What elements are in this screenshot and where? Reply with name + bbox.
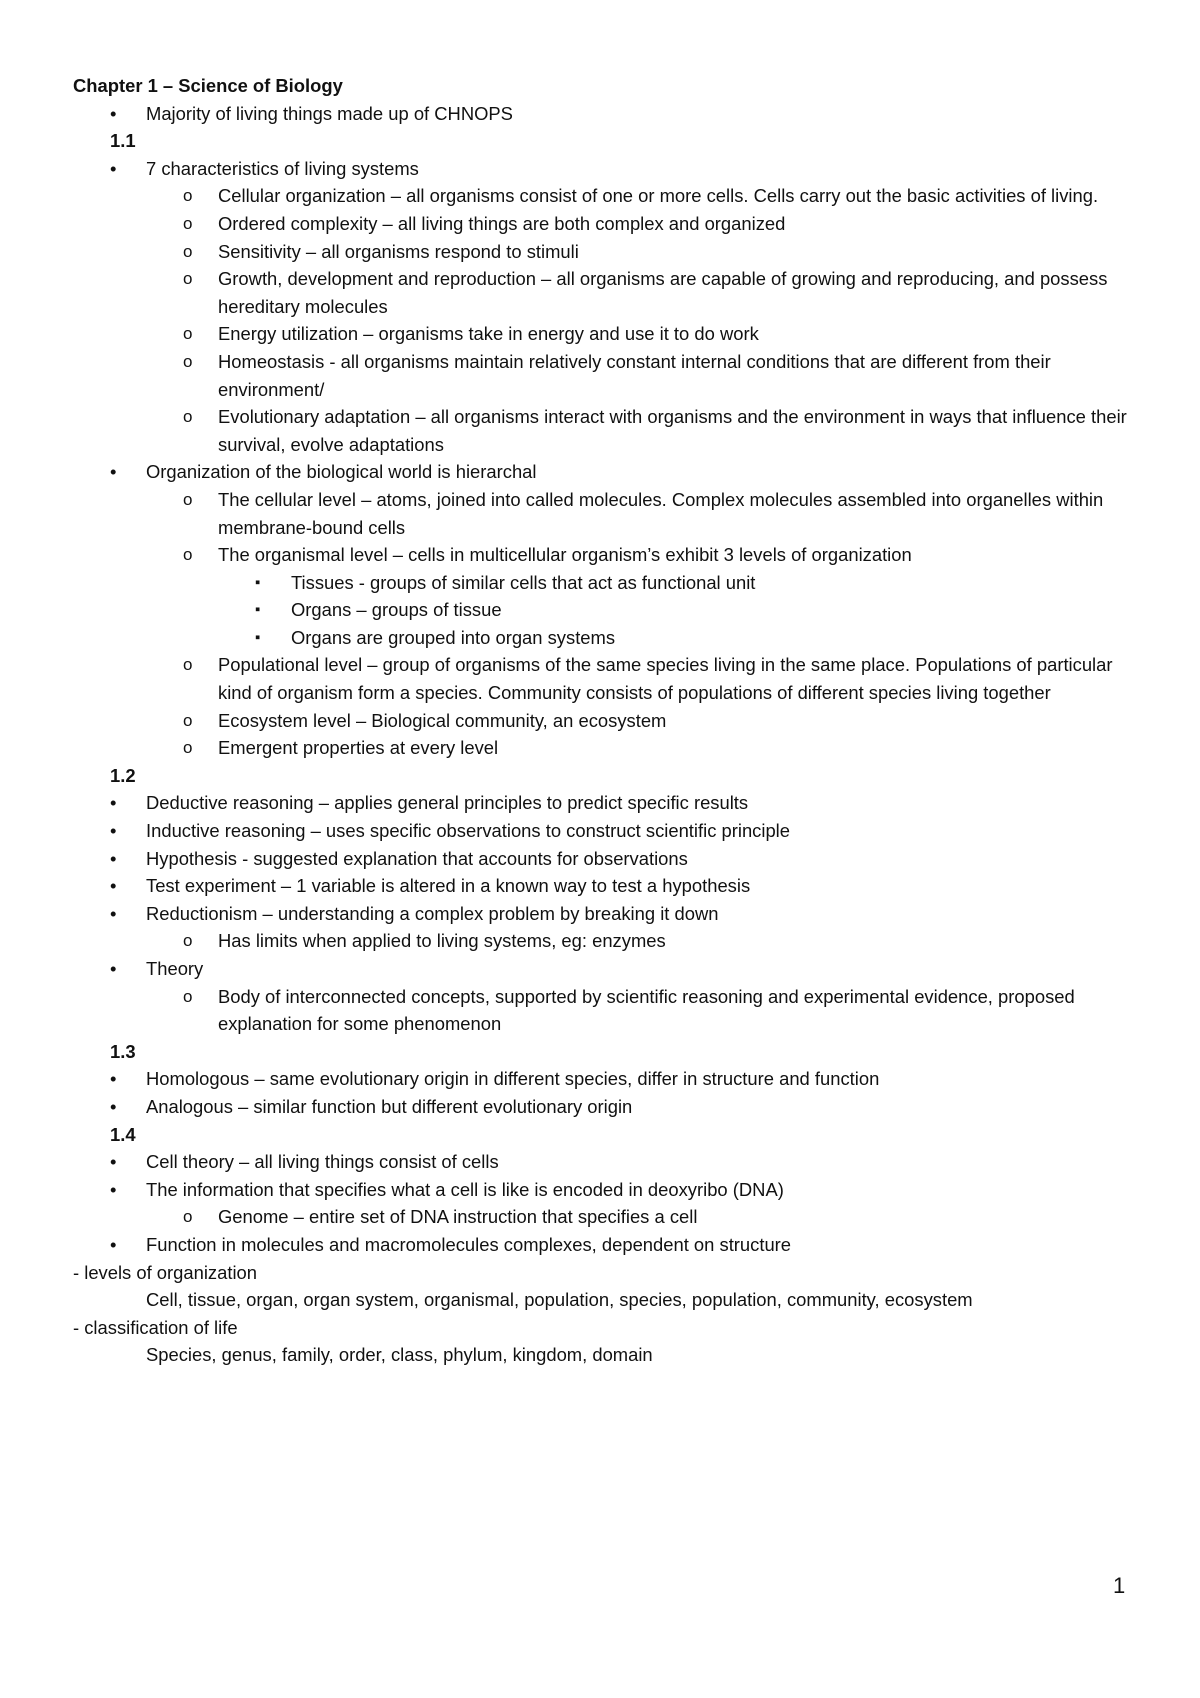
list-item-text: Homeostasis - all organisms maintain relatively constant internal conditions that are different from their environment/ — [218, 350, 1051, 400]
document-body — [73, 72, 1133, 1369]
list-item-text: Genome – entire set of DNA instruction that specifies a cell — [218, 1206, 698, 1228]
sub-list-item — [73, 1203, 1133, 1231]
sub-bullet-marker: o — [183, 324, 193, 344]
list-item-text: 7 characteristics of living systems — [146, 157, 419, 179]
bullet-marker: • — [110, 792, 117, 814]
list-item — [73, 100, 1133, 128]
list-item-text: The organismal level – cells in multicellular organism’s exhibit 3 levels of organization — [218, 544, 912, 566]
sub-bullet-marker: o — [183, 213, 193, 233]
list-item-text: Organization of the biological world is hierarchal — [146, 461, 537, 483]
sub-list-item — [73, 734, 1133, 762]
sub-list-item — [73, 541, 1133, 569]
bullet-marker: • — [110, 1095, 117, 1117]
list-item-text: Hypothesis - suggested explanation that accounts for observations — [146, 847, 688, 869]
bullet-marker: • — [110, 461, 117, 483]
sub-bullet-marker: o — [183, 186, 193, 206]
list-item — [73, 955, 1133, 983]
list-item-text: Ecosystem level – Biological community, an ecosystem — [218, 709, 667, 731]
sub-bullet-marker: o — [183, 986, 193, 1006]
list-item — [73, 789, 1133, 817]
sub-list-item — [73, 707, 1133, 735]
list-item — [73, 872, 1133, 900]
bullet-marker: • — [110, 820, 117, 842]
list-item-text: Analogous – similar function but different evolutionary origin — [146, 1095, 633, 1117]
list-item-text: Theory — [146, 958, 204, 979]
sub-bullet-marker: o — [183, 241, 193, 261]
list-item — [73, 1065, 1133, 1093]
sub-bullet-marker: o — [183, 710, 193, 730]
list-item-text: Deductive reasoning – applies general principles to predict specific results — [146, 792, 749, 814]
list-item-text: Emergent properties at every level — [218, 737, 499, 759]
sub-sub-list-item — [73, 624, 1133, 652]
bullet-marker: • — [110, 958, 117, 979]
section-number: 1.3 — [110, 1040, 136, 1062]
list-item-text: Inductive reasoning – uses specific observations to construct scientific principle — [146, 820, 790, 842]
list-item-text: Body of interconnected concepts, supported by scientific reasoning and experimental evidence, proposed explanation for some phenomenon — [218, 985, 1075, 1035]
sub-list-item — [73, 182, 1133, 210]
dash-note: - levels of organization — [73, 1261, 258, 1283]
section-number: 1.2 — [110, 764, 136, 786]
list-item-text: Cellular organization – all organisms consist of one or more cells. Cells carry out the basic activities of living. — [218, 185, 1099, 207]
sub-bullet-marker: o — [183, 489, 193, 509]
sub-bullet-marker: o — [183, 655, 193, 675]
list-item — [73, 845, 1133, 873]
bullet-marker: • — [110, 102, 117, 124]
list-item-text: Sensitivity – all organisms respond to stimuli — [218, 240, 579, 262]
section-number: 1.1 — [110, 130, 136, 152]
list-item-text: Organs – groups of tissue — [291, 599, 502, 621]
indented-text: Species, genus, family, order, class, phylum, kingdom, domain — [146, 1344, 653, 1366]
sub-sub-list-item — [73, 596, 1133, 624]
sub-list-item — [73, 486, 1133, 541]
list-item-text: Growth, development and reproduction – all organisms are capable of growing and reproducing, and possess hereditary molecules — [218, 268, 1108, 317]
list-item — [73, 155, 1133, 183]
bullet-marker: • — [110, 1068, 117, 1090]
bullet-marker: • — [110, 875, 117, 897]
list-item-text: Organs are grouped into organ systems — [291, 626, 616, 648]
list-item-text: Reductionism – understanding a complex problem by breaking it down — [146, 902, 719, 924]
bullet-marker: • — [110, 1233, 117, 1255]
section-number: 1.4 — [110, 1123, 136, 1145]
sub-list-item — [73, 238, 1133, 266]
list-item — [73, 1148, 1133, 1176]
list-item — [73, 458, 1133, 486]
list-item — [73, 1093, 1133, 1121]
square-bullet-marker: ▪ — [255, 601, 261, 619]
sub-bullet-marker: o — [183, 738, 193, 758]
sub-bullet-marker: o — [183, 545, 193, 565]
list-item — [73, 1176, 1133, 1204]
square-bullet-marker: ▪ — [255, 628, 261, 646]
sub-list-item — [73, 210, 1133, 238]
list-item-text: Test experiment – 1 variable is altered in a known way to test a hypothesis — [146, 875, 751, 897]
sub-bullet-marker: o — [183, 407, 193, 427]
list-item — [73, 817, 1133, 845]
list-item-text: Tissues - groups of similar cells that act as functional unit — [291, 571, 756, 593]
sub-bullet-marker: o — [183, 351, 193, 371]
sub-list-item — [73, 265, 1133, 320]
sub-bullet-marker: o — [183, 931, 193, 951]
list-item-text: Has limits when applied to living systems, eg: enzymes — [218, 930, 666, 952]
bullet-marker: • — [110, 847, 117, 869]
indented-text: Cell, tissue, organ, organ system, organismal, population, species, population, community, ecosystem — [146, 1289, 973, 1311]
chapter-heading: Chapter 1 – Science of Biology — [73, 75, 343, 96]
list-item-text: Energy utilization – organisms take in energy and use it to do work — [218, 323, 759, 345]
square-bullet-marker: ▪ — [255, 573, 261, 591]
sub-list-item — [73, 320, 1133, 348]
list-item — [73, 1231, 1133, 1259]
list-item-text: The information that specifies what a cell is like is encoded in deoxyribo (DNA) — [146, 1178, 784, 1200]
list-item-text: Homologous – same evolutionary origin in different species, differ in structure and function — [146, 1068, 880, 1090]
sub-bullet-marker: o — [183, 269, 193, 289]
sub-bullet-marker: o — [183, 1207, 193, 1227]
bullet-marker: • — [110, 1178, 117, 1200]
list-item-text: Majority of living things made up of CHNOPS — [146, 102, 513, 124]
page-number: 1 — [1113, 1573, 1126, 1598]
sub-list-item — [73, 651, 1133, 706]
sub-list-item — [73, 983, 1133, 1038]
list-item-text: The cellular level – atoms, joined into called molecules. Complex molecules assembled into organelles within membrane-bound cells — [218, 488, 1104, 538]
list-item-text: Cell theory – all living things consist of cells — [146, 1151, 499, 1173]
bullet-marker: • — [110, 1151, 117, 1173]
list-item-text: Function in molecules and macromolecules complexes, dependent on structure — [146, 1233, 792, 1255]
dash-note: - classification of life — [73, 1316, 238, 1338]
sub-list-item — [73, 348, 1133, 403]
list-item-text: Populational level – group of organisms of the same species living in the same place. Populations of particular kind of organism form a species. Community consists of populations of different species living together — [218, 654, 1113, 704]
sub-sub-list-item — [73, 569, 1133, 597]
bullet-marker: • — [110, 157, 117, 179]
list-item — [73, 900, 1133, 928]
sub-list-item — [73, 927, 1133, 955]
bullet-marker: • — [110, 902, 117, 924]
list-item-text: Ordered complexity – all living things are both complex and organized — [218, 212, 786, 234]
sub-list-item — [73, 403, 1133, 458]
list-item-text: Evolutionary adaptation – all organisms interact with organisms and the environment in ways that influence their survival, evolve adaptations — [218, 406, 1127, 455]
